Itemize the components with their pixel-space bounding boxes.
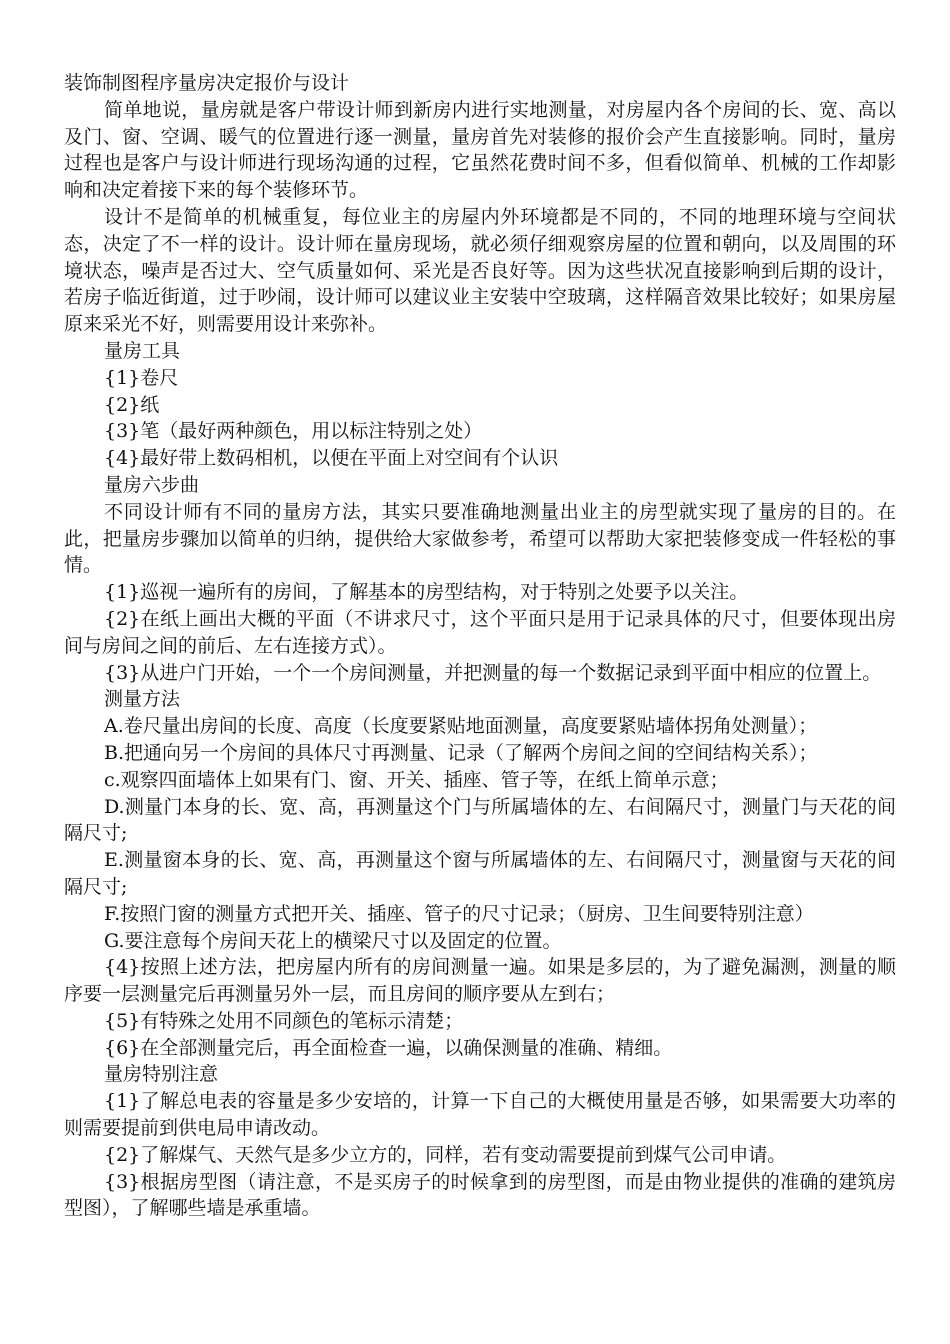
method-item: E.测量窗本身的长、宽、高，再测量这个窗与所属墙体的左、右间隔尺寸，测量窗与天花的间隔尺寸; xyxy=(64,849,896,898)
intro-paragraph: 简单地说，量房就是客户带设计师到新房内进行实地测量，对房屋内各个房间的长、宽、高以及门、窗、空调、暖气的位置进行逐一测量，量房首先对装修的报价会产生直接影响。同时，量房过程也是客户与设计师进行现场沟通的过程，它虽然花费时间不多，但看似简单、机械的工作却影响和决定着接下来的每个装修环节。 xyxy=(64,98,896,202)
step-item: {4}按照上述方法，把房屋内所有的房间测量一遍。如果是多层的，为了避免漏测，测量的顺序要一层测量完后再测量另外一层，而且房间的顺序要从左到右； xyxy=(64,956,896,1006)
note-item: {2}了解煤气、天然气是多少立方的，同样，若有变动需要提前到煤气公司申请。 xyxy=(104,1143,787,1166)
methods-heading: 测量方法 xyxy=(104,688,181,711)
step-item: {2}在纸上画出大概的平面（不讲求尺寸，这个平面只是用于记录具体的尺寸，但要体现出房间与房间之间的前后、左右连接方式）。 xyxy=(64,607,896,657)
note-item: {1}了解总电表的容量是多少安培的，计算一下自己的大概使用量是否够，如果需要大功率的则需要提前到供电局申请改动。 xyxy=(64,1090,896,1140)
step-item: {5}有特殊之处用不同颜色的笔标示清楚； xyxy=(104,1009,464,1032)
method-item: B.把通向另一个房间的具体尺寸再测量、记录（了解两个房间之间的空间结构关系）； xyxy=(104,741,818,764)
method-item: A.卷尺量出房间的长度、高度（长度要紧贴地面测量，高度要紧贴墙体拐角处测量）； xyxy=(104,715,818,738)
design-paragraph: 设计不是简单的机械重复，每位业主的房屋内外环境都是不同的，不同的地理环境与空间状态，决定了不一样的设计。设计师在量房现场，就必须仔细观察房屋的位置和朝向，以及周围的环境状态，噪声是否过大、空气质量如何、采光是否良好等。因为这些状况直接影响到后期的设计，若房子临近街道，过于吵闹，设计师可以建议业主安装中空玻璃，这样隔音效果比较好；如果房屋原来采光不好，则需要用设计来弥补。 xyxy=(64,205,896,336)
tool-item: {3}笔（最好两种颜色，用以标注特别之处） xyxy=(104,420,483,443)
document-body xyxy=(64,70,896,1222)
document-title: 装饰制图程序量房决定报价与设计 xyxy=(64,72,350,94)
tools-heading: 量房工具 xyxy=(104,339,181,362)
steps-heading: 量房六步曲 xyxy=(104,473,200,496)
step-item: {3}从进户门开始，一个一个房间测量，并把测量的每一个数据记录到平面中相应的位置上。 xyxy=(104,661,882,684)
steps-intro: 不同设计师有不同的量房方法，其实只要准确地测量出业主的房型就实现了量房的目的。在此，把量房步骤加以简单的归纳，提供给大家做参考，希望可以帮助大家把装修变成一件轻松的事情。 xyxy=(64,500,896,577)
method-item: D.测量门本身的长、宽、高，再测量这个门与所属墙体的左、右间隔尺寸，测量门与天花的间隔尺寸; xyxy=(64,795,896,845)
tool-item: {4}最好带上数码相机，以便在平面上对空间有个认识 xyxy=(104,447,559,470)
tool-item: {1}卷尺 xyxy=(104,366,179,389)
step-item: {6}在全部测量完后，再全面检查一遍，以确保测量的准确、精细。 xyxy=(104,1036,673,1059)
method-item: c.观察四面墙体上如果有门、窗、开关、插座、管子等，在纸上简单示意； xyxy=(104,768,729,791)
method-item: G.要注意每个房间天花上的横梁尺寸以及固定的位置。 xyxy=(104,929,562,952)
note-item: {3}根据房型图（请注意，不是买房子的时候拿到的房型图，而是由物业提供的准确的建筑房型图），了解哪些墙是承重墙。 xyxy=(64,1170,896,1220)
step-item: {1}巡视一遍所有的房间，了解基本的房型结构，对于特别之处要予以关注。 xyxy=(104,581,749,604)
tool-item: {2}纸 xyxy=(104,393,160,416)
method-item: F.按照门窗的测量方式把开关、插座、管子的尺寸记录；（厨房、卫生间要特别注意） xyxy=(104,902,814,925)
notes-heading: 量房特别注意 xyxy=(104,1063,219,1086)
